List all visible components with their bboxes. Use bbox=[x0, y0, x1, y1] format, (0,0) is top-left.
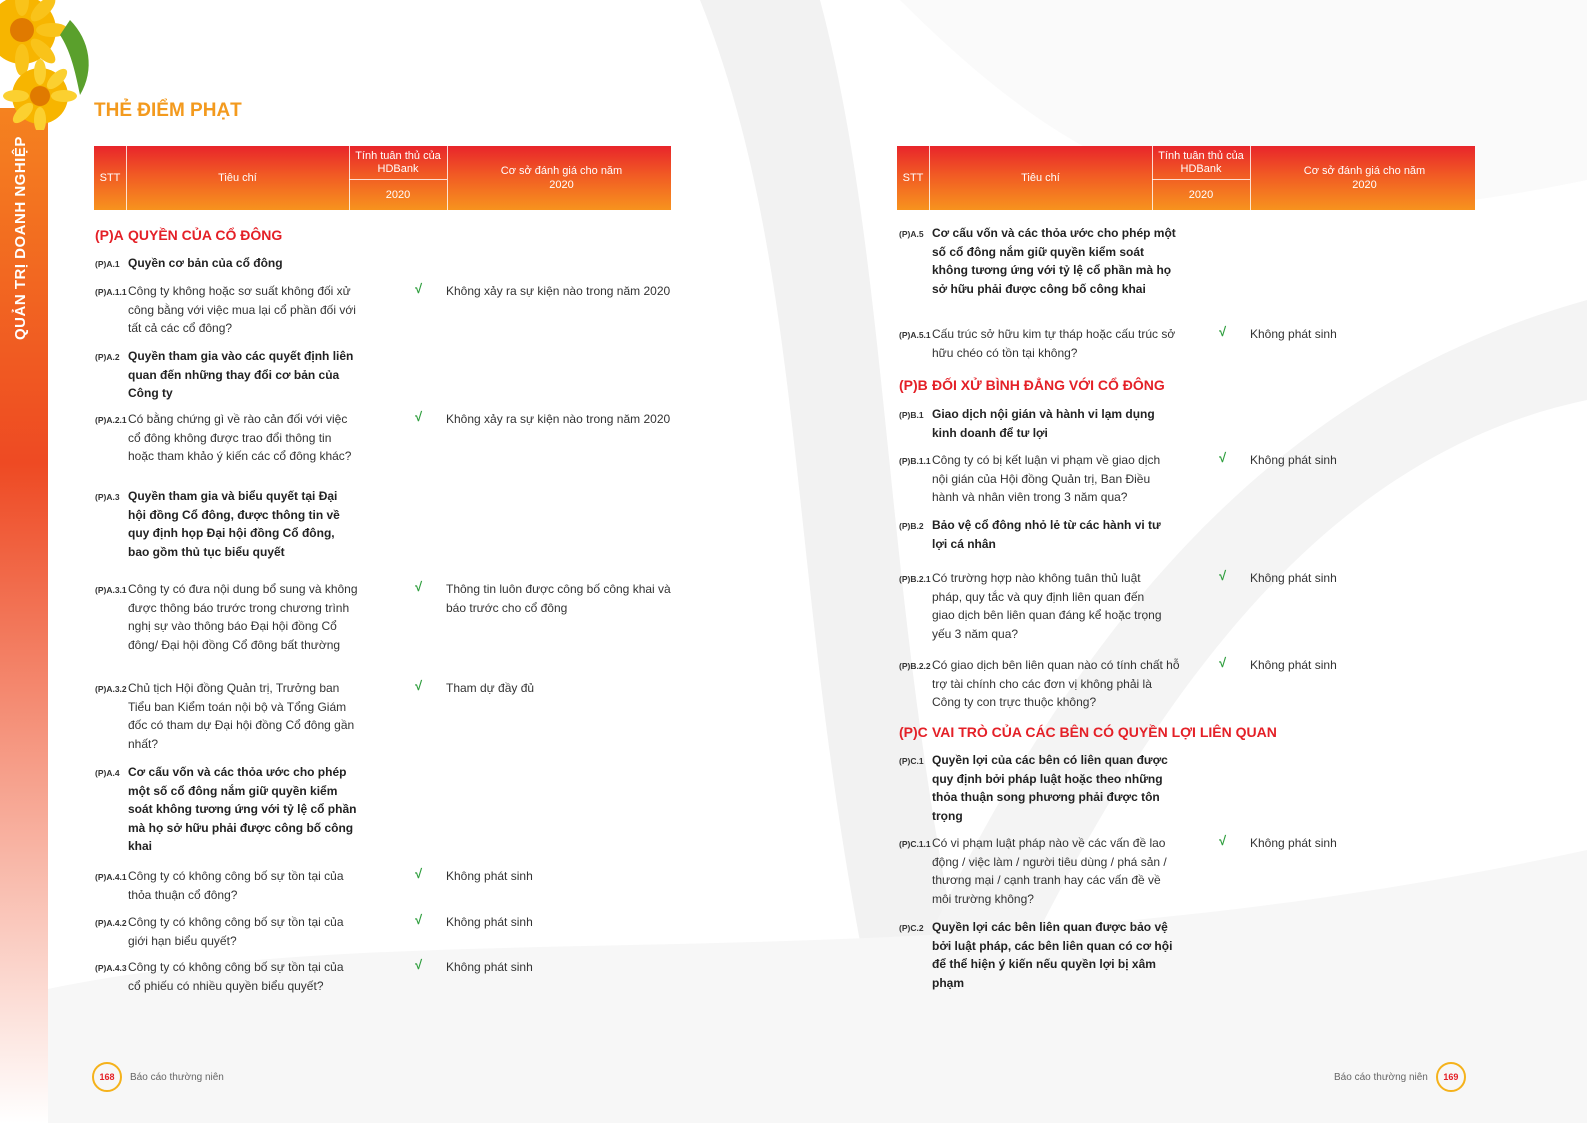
row-criteria: Quyền tham gia vào các quyết định liên quan đến những thay đổi cơ bản của Công ty bbox=[128, 349, 354, 400]
row-number: (P)B.1 bbox=[899, 410, 924, 420]
section-heading-b bbox=[899, 377, 1165, 393]
row-criteria: Có giao dịch bên liên quan nào có tính chất hỗ trợ tài chính cho các đơn vị không phải là Công ty con trực thuộc không? bbox=[932, 658, 1180, 709]
row-answer: Tham dự đầy đủ bbox=[446, 681, 535, 695]
row-answer: Không phát sinh bbox=[446, 960, 533, 974]
row-answer: Không xảy ra sự kiện nào trong năm 2020 bbox=[446, 284, 671, 298]
section-title: ĐỐI XỬ BÌNH ĐẲNG VỚI CỔ ĐÔNG bbox=[932, 377, 1165, 393]
row-criteria: Quyền lợi các bên liên quan được bảo vệ bởi luật pháp, các bên liên quan có cơ hội để thể hiện ý kiến nếu quyền lợi bị xâm phạm bbox=[932, 920, 1173, 990]
header-stt: STT bbox=[99, 172, 121, 184]
row-criteria: Công ty có bị kết luận vi phạm về giao dịch nội gián của Hội đồng Quản trị, Ban Điều hành và nhân viên trong 3 năm qua? bbox=[932, 453, 1161, 504]
row-criteria: Công ty có không công bố sự tồn tại của cổ phiếu có nhiều quyền biểu quyết? bbox=[128, 960, 344, 993]
sunflower-icon bbox=[0, 0, 100, 130]
row-criteria: Công ty không hoặc sơ suất không đối xử công bằng với việc mua lại cổ phần đối với tất cả các cổ đông? bbox=[128, 284, 356, 335]
row-answer: Không phát sinh bbox=[1250, 836, 1337, 850]
row-criteria: Chủ tịch Hội đồng Quản trị, Trưởng ban Tiểu ban Kiểm toán nội bộ và Tổng Giám đốc có tham dự Đại hội đồng Cổ đông gần nhất? bbox=[128, 681, 355, 751]
row-answer: Không xảy ra sự kiện nào trong năm 2020 bbox=[446, 412, 671, 426]
row-number: (P)A.2.1 bbox=[95, 415, 127, 425]
page-number: 169 bbox=[1436, 1062, 1466, 1092]
row-number: (P)A.4.3 bbox=[95, 963, 127, 973]
check-icon: √ bbox=[1219, 324, 1227, 339]
row-criteria: Công ty có đưa nội dung bổ sung và không được thông báo trước trong chương trình nghị sự vào thông báo Đại hội đồng Cổ đông/ Đại hội đồng Cổ đông bất thường bbox=[128, 582, 358, 652]
header-tinh-tuan-thu: Tính tuân thủ của HDBank bbox=[1158, 150, 1244, 175]
row-number: (P)A.4.1 bbox=[95, 872, 127, 882]
row-answer: Không phát sinh bbox=[1250, 571, 1337, 585]
check-icon: √ bbox=[1219, 450, 1227, 465]
row-answer: Không phát sinh bbox=[1250, 658, 1337, 672]
row-number: (P)B.2 bbox=[899, 521, 924, 531]
footer-left bbox=[92, 1062, 224, 1092]
row-number: (P)A.1.1 bbox=[95, 287, 127, 297]
header-year: 2020 bbox=[385, 188, 411, 201]
row-number: (P)A.4.2 bbox=[95, 918, 127, 928]
footer-right bbox=[1334, 1062, 1466, 1092]
row-number: (P)A.4 bbox=[95, 768, 120, 778]
section-side-label: QUẢN TRỊ DOANH NGHIỆP bbox=[12, 136, 29, 340]
row-number: (P)B.2.2 bbox=[899, 661, 931, 671]
row-number: (P)A.5 bbox=[899, 229, 924, 239]
header-year: 2020 bbox=[1188, 188, 1214, 201]
row-number: (P)A.1 bbox=[95, 259, 120, 269]
row-criteria: Có vi phạm luật pháp nào về các vấn đề lao động / việc làm / người tiêu dùng / phá sản / thương mại / cạnh tranh hay các vấn đề về môi trường không? bbox=[932, 836, 1167, 906]
header-tieu-chi: Tiêu chí bbox=[218, 172, 257, 184]
row-answer: Không phát sinh bbox=[1250, 453, 1337, 467]
check-icon: √ bbox=[415, 678, 423, 693]
table-header-left bbox=[94, 146, 671, 210]
row-answer: Không phát sinh bbox=[446, 915, 533, 929]
row-number: (P)A.3 bbox=[95, 492, 120, 502]
row-criteria: Quyền tham gia và biểu quyết tại Đại hội đồng Cổ đông, được thông tin về quy định họp Đại hội đồng Cổ đông, bao gồm thủ tục biểu quyết bbox=[128, 489, 340, 559]
row-criteria: Giao dịch nội gián và hành vi lạm dụng kinh doanh để tư lợi bbox=[932, 407, 1155, 440]
check-icon: √ bbox=[1219, 568, 1227, 583]
header-tinh-tuan-thu: Tính tuân thủ của HDBank bbox=[355, 150, 441, 175]
section-title: QUYỀN CỦA CỔ ĐÔNG bbox=[128, 227, 283, 243]
footer-text: Báo cáo thường niên bbox=[1334, 1071, 1428, 1083]
check-icon: √ bbox=[415, 579, 423, 594]
row-answer: Không phát sinh bbox=[446, 869, 533, 883]
row-criteria: Bảo vệ cổ đông nhỏ lẻ từ các hành vi tư lợi cá nhân bbox=[932, 518, 1161, 551]
section-code: (P)A bbox=[95, 227, 124, 243]
section-title: VAI TRÒ CỦA CÁC BÊN CÓ QUYỀN LỢI LIÊN QUAN bbox=[932, 724, 1277, 740]
row-criteria: Quyền cơ bản của cổ đông bbox=[128, 256, 283, 270]
section-heading-a bbox=[95, 227, 282, 243]
row-criteria: Cơ cấu vốn và các thỏa ước cho phép một số cổ đông nắm giữ quyền kiểm soát không tương ứng với tỷ lệ cổ phần mà họ sở hữu phải được công bố công khai bbox=[128, 765, 357, 853]
row-number: (P)A.5.1 bbox=[899, 330, 931, 340]
row-number: (P)A.3.2 bbox=[95, 684, 127, 694]
check-icon: √ bbox=[1219, 655, 1227, 670]
row-number: (P)C.1 bbox=[899, 756, 924, 766]
section-code: (P)C bbox=[899, 724, 928, 740]
header-co-so: Cơ sở đánh giá cho năm 2020 bbox=[500, 165, 623, 191]
footer-text: Báo cáo thường niên bbox=[130, 1071, 224, 1083]
check-icon: √ bbox=[415, 866, 423, 881]
page-number: 168 bbox=[92, 1062, 122, 1092]
header-co-so: Cơ sở đánh giá cho năm 2020 bbox=[1303, 165, 1426, 191]
row-number: (P)B.2.1 bbox=[899, 574, 931, 584]
row-answer: Thông tin luôn được công bố công khai và báo trước cho cổ đông bbox=[446, 582, 671, 615]
row-criteria: Cấu trúc sở hữu kim tự tháp hoặc cấu trúc sở hữu chéo có tồn tại không? bbox=[932, 327, 1176, 360]
row-answer: Không phát sinh bbox=[1250, 327, 1337, 341]
header-tieu-chi: Tiêu chí bbox=[1021, 172, 1060, 184]
row-criteria: Công ty có không công bố sự tồn tại của giới hạn biểu quyết? bbox=[128, 915, 344, 948]
table-header-right bbox=[897, 146, 1475, 210]
row-number: (P)A.3.1 bbox=[95, 585, 127, 595]
section-code: (P)B bbox=[899, 377, 928, 393]
row-number: (P)C.2 bbox=[899, 923, 924, 933]
check-icon: √ bbox=[415, 957, 423, 972]
row-number: (P)B.1.1 bbox=[899, 456, 931, 466]
row-criteria: Cơ cấu vốn và các thỏa ước cho phép một số cổ đông nắm giữ quyền kiểm soát không tương ứng với tỷ lệ cổ phần mà họ sở hữu phải được công bố công khai bbox=[932, 226, 1176, 296]
row-number: (P)C.1.1 bbox=[899, 839, 931, 849]
header-stt: STT bbox=[902, 172, 924, 184]
check-icon: √ bbox=[415, 912, 423, 927]
row-criteria: Công ty có không công bố sự tồn tại của thỏa thuận cổ đông? bbox=[128, 869, 344, 902]
check-icon: √ bbox=[415, 409, 423, 424]
row-number: (P)A.2 bbox=[95, 352, 120, 362]
section-heading-c bbox=[899, 724, 1277, 740]
page-title: THẺ ĐIỂM PHẠT bbox=[94, 100, 242, 121]
check-icon: √ bbox=[415, 281, 423, 296]
row-criteria: Có trường hợp nào không tuân thủ luật pháp, quy tắc và quy định liên quan đến giao dịch bên liên quan đáng kể hoặc trọng yếu 3 năm qua? bbox=[932, 571, 1162, 641]
check-icon: √ bbox=[1219, 833, 1227, 848]
row-criteria: Quyền lợi của các bên có liên quan được quy định bởi pháp luật hoặc theo những thỏa thuận song phương phải được tôn trọng bbox=[932, 753, 1168, 823]
row-criteria: Có bằng chứng gì về rào cản đối với việc cổ đông không được trao đổi thông tin hoặc tham khảo ý kiến các cổ đông khác? bbox=[128, 412, 352, 463]
